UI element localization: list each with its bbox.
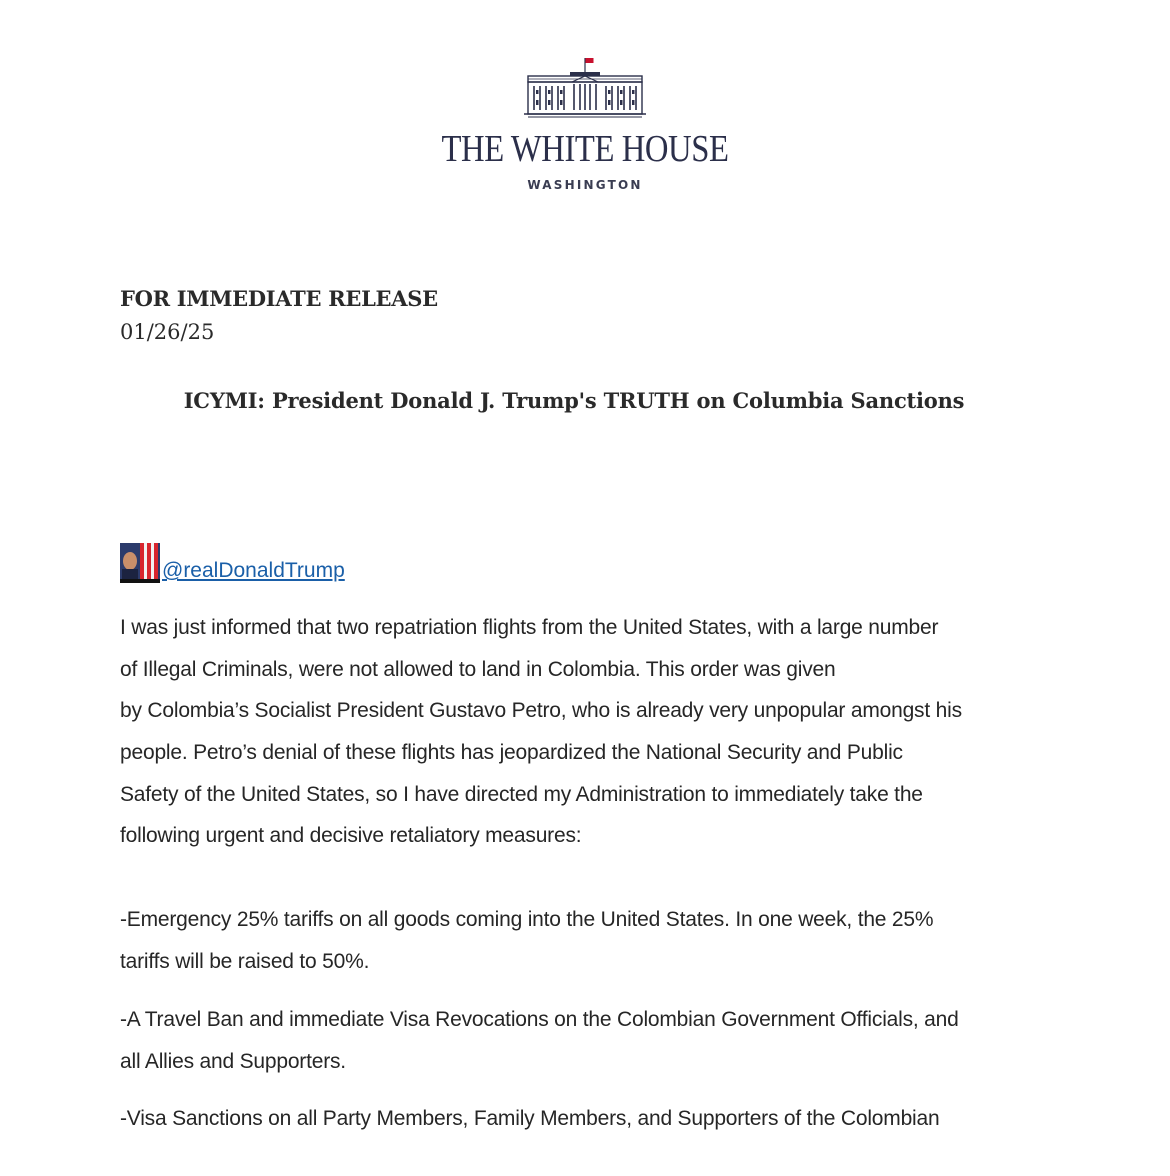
paragraph-line: by Colombia’s Socialist President Gustavo Petro, who is already very unpopular amongst his — [120, 699, 962, 722]
measure-line: -A Travel Ban and immediate Visa Revocations on the Colombian Government Officials, and — [120, 1008, 959, 1031]
letterhead-title: THE WHITE HOUSE — [441, 128, 729, 170]
paragraph-line: of Illegal Criminals, were not allowed to land in Colombia. This order was given — [120, 658, 836, 681]
paragraph-line: Safety of the United States, so I have directed my Administration to immediately take the — [120, 783, 923, 806]
paragraph-line: people. Petro’s denial of these flights has jeopardized the National Security and Public — [120, 741, 903, 764]
paragraph-line: I was just informed that two repatriation flights from the United States, with a large number — [120, 616, 939, 639]
paragraph-line: following urgent and decisive retaliatory measures: — [120, 824, 582, 847]
author-handle-link[interactable]: @realDonaldTrump — [162, 559, 345, 582]
measure-line: tariffs will be raised to 50%. — [120, 950, 370, 973]
post-author — [120, 537, 345, 583]
release-date: 01/26/25 — [120, 320, 215, 344]
letterhead-subtitle: WASHINGTON — [527, 178, 643, 192]
measure-line: all Allies and Supporters. — [120, 1050, 346, 1073]
page-title: ICYMI: President Donald J. Trump's TRUTH on Columbia Sanctions — [183, 388, 965, 413]
measure-line: -Visa Sanctions on all Party Members, Family Members, and Supporters of the Colombian — [120, 1107, 940, 1130]
measure-line: -Emergency 25% tariffs on all goods coming into the United States. In one week, the 25% — [120, 908, 934, 931]
white-house-building-icon — [520, 52, 650, 122]
avatar-flag-icon — [120, 543, 160, 583]
letterhead — [0, 52, 1170, 192]
release-label: FOR IMMEDIATE RELEASE — [120, 286, 438, 311]
